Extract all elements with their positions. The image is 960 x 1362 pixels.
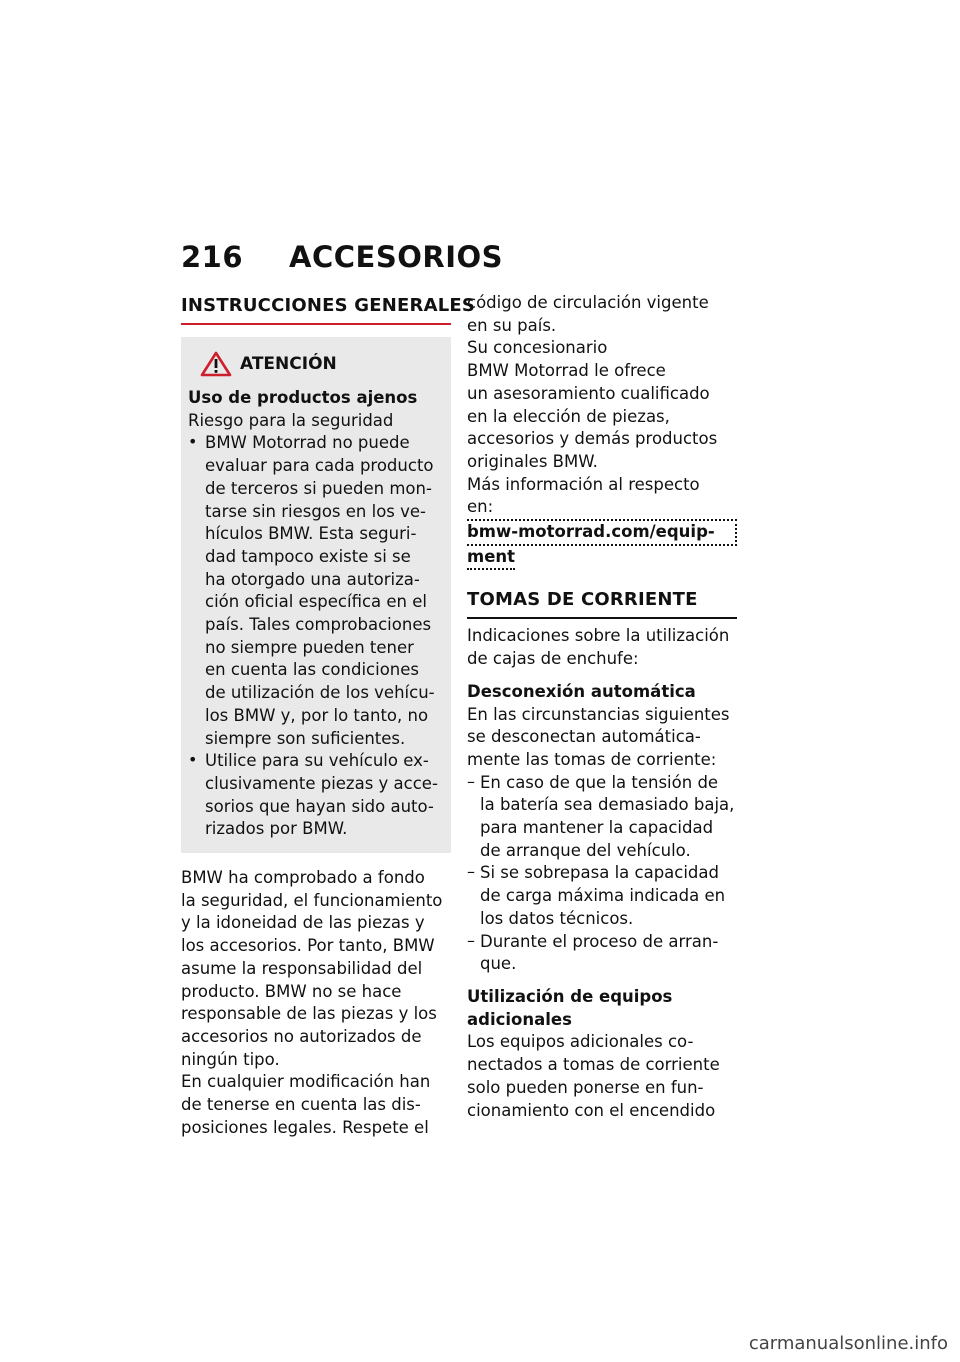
text-line: de cajas de enchufe: [467, 649, 639, 669]
text-line: la seguridad, el funcionamiento [181, 890, 443, 910]
left-column [181, 294, 476, 1140]
text-line: la batería sea demasiado baja, [480, 795, 735, 815]
text-line: para mantener la capacidad [480, 818, 714, 838]
text-line: dad tampoco existe si se [205, 546, 411, 566]
text-line: Utilice para su vehículo ex- [205, 751, 429, 771]
section-title-general: INSTRUCCIONES GENERALES [181, 294, 451, 325]
chapter-title: ACCESORIOS [289, 240, 504, 274]
text-line: BMW Motorrad no puede [205, 433, 410, 453]
text-line: y la idoneidad de las piezas y [181, 913, 425, 933]
text-line: siempre son suficientes. [205, 728, 406, 748]
text-line: en: [467, 497, 494, 517]
text-line: asume la responsabilidad del [181, 958, 423, 978]
bullet-2-text [205, 750, 438, 841]
text-line: de arranque del vehículo. [480, 840, 691, 860]
subsection-extra-text [467, 1031, 737, 1122]
warning-box [181, 337, 451, 853]
section-title-sockets: TOMAS DE CORRIENTE [467, 588, 737, 619]
text-line: solo pueden ponerse en fun- [467, 1077, 704, 1097]
dash-mark: – [467, 771, 475, 791]
text-line: se desconectan automática- [467, 727, 701, 747]
dash-mark: – [467, 862, 475, 882]
text-line: cionamiento con el encendido [467, 1100, 716, 1120]
dash-2-text [480, 862, 725, 930]
text-line: los datos técnicos. [480, 908, 634, 928]
warning-title: ATENCIÓN [240, 354, 337, 374]
subsection-auto-off-text [467, 704, 737, 772]
text-line: En cualquier modificación han [181, 1072, 431, 1092]
dash-3-text [480, 931, 718, 976]
text-line: posiciones legales. Respete el [181, 1117, 429, 1137]
page-number: 216 [181, 240, 244, 274]
text-line: sorios que hayan sido auto- [205, 796, 434, 816]
dash-item-1 [467, 772, 737, 863]
paragraph-intro [467, 292, 737, 519]
text-line: ción oficial específica en el [205, 592, 427, 612]
text-line: hículos BMW. Esta seguri- [205, 524, 417, 544]
text-line: Su concesionario [467, 338, 608, 358]
subsection-extra-title [467, 986, 737, 1031]
warning-triangle-icon [200, 351, 232, 377]
text-line: Si se sobrepasa la capacidad [480, 863, 719, 883]
text-line: código de circulación vigente [467, 293, 709, 312]
text-line: originales BMW. [467, 451, 598, 471]
text-line: país. Tales comprobaciones [205, 615, 432, 635]
text-line: Utilización de equipos [467, 986, 673, 1006]
text-line: ningún tipo. [181, 1049, 280, 1069]
text-line: Indicaciones sobre la utilización [467, 626, 730, 646]
text-line: que. [480, 954, 517, 974]
text-line: producto. BMW no se hace [181, 981, 402, 1001]
warning-subtitle: Uso de productos ajenos [188, 388, 418, 407]
subsection-auto-off-title: Desconexión automática [467, 681, 696, 701]
text-line: no siempre pueden tener [205, 637, 414, 657]
text-line: Los equipos adicionales co- [467, 1032, 694, 1052]
text-line: en la elección de piezas, [467, 406, 670, 426]
text-line: BMW ha comprobado a fondo [181, 868, 425, 888]
sockets-intro [467, 625, 737, 670]
paragraph-general [181, 867, 451, 1139]
text-line: un asesoramiento cualificado [467, 383, 710, 403]
dash-item-3 [467, 931, 737, 976]
warning-bullet-2 [188, 750, 439, 841]
bullet-mark: • [188, 432, 198, 452]
text-line: Durante el proceso de arran- [480, 931, 719, 951]
text-line: en cuenta las condiciones [205, 660, 419, 680]
equipment-link[interactable] [467, 519, 737, 570]
equipment-link-line-1[interactable]: bmw-motorrad.com/equip- [467, 519, 737, 546]
dash-item-2 [467, 862, 737, 930]
bullet-1-text [205, 432, 435, 750]
text-line: en su país. [467, 315, 557, 335]
text-line: BMW Motorrad le ofrece [467, 361, 666, 381]
text-line: clusivamente piezas y acce- [205, 773, 438, 793]
warning-risk: Riesgo para la seguridad [188, 410, 394, 430]
text-line: los accesorios. Por tanto, BMW [181, 936, 435, 956]
warning-title-row [188, 351, 439, 377]
text-line: evaluar para cada producto [205, 456, 434, 476]
text-line: de terceros si pueden mon- [205, 478, 432, 498]
text-line: En las circunstancias siguientes [467, 704, 730, 724]
text-line: nectados a tomas de corriente [467, 1055, 720, 1075]
watermark: carmanualsonline.info [748, 1333, 948, 1354]
text-line: accesorios no autorizados de [181, 1026, 422, 1046]
dash-mark: – [467, 930, 475, 950]
warning-bullet-1 [188, 432, 439, 750]
text-line: de tenerse en cuenta las dis- [181, 1095, 421, 1115]
text-line: los BMW y, por lo tanto, no [205, 705, 429, 725]
text-line: rizados por BMW. [205, 819, 348, 839]
right-column [467, 292, 737, 1122]
equipment-link-line-2[interactable]: ment [467, 546, 515, 571]
text-line: de carga máxima indicada en [480, 886, 726, 906]
text-line: responsable de las piezas y los [181, 1004, 437, 1024]
text-line: tarse sin riesgos en los ve- [205, 501, 427, 521]
bullet-mark: • [188, 750, 198, 770]
text-line: de utilización de los vehícu- [205, 683, 435, 703]
dash-1-text [480, 772, 734, 863]
text-line: accesorios y demás productos [467, 429, 718, 449]
text-line: Más información al respecto [467, 474, 700, 494]
page-header [181, 240, 503, 274]
text-line: En caso de que la tensión de [480, 772, 719, 792]
text-line: ha otorgado una autoriza- [205, 569, 420, 589]
text-line: mente las tomas de corriente: [467, 749, 717, 769]
text-line: adicionales [467, 1009, 572, 1029]
